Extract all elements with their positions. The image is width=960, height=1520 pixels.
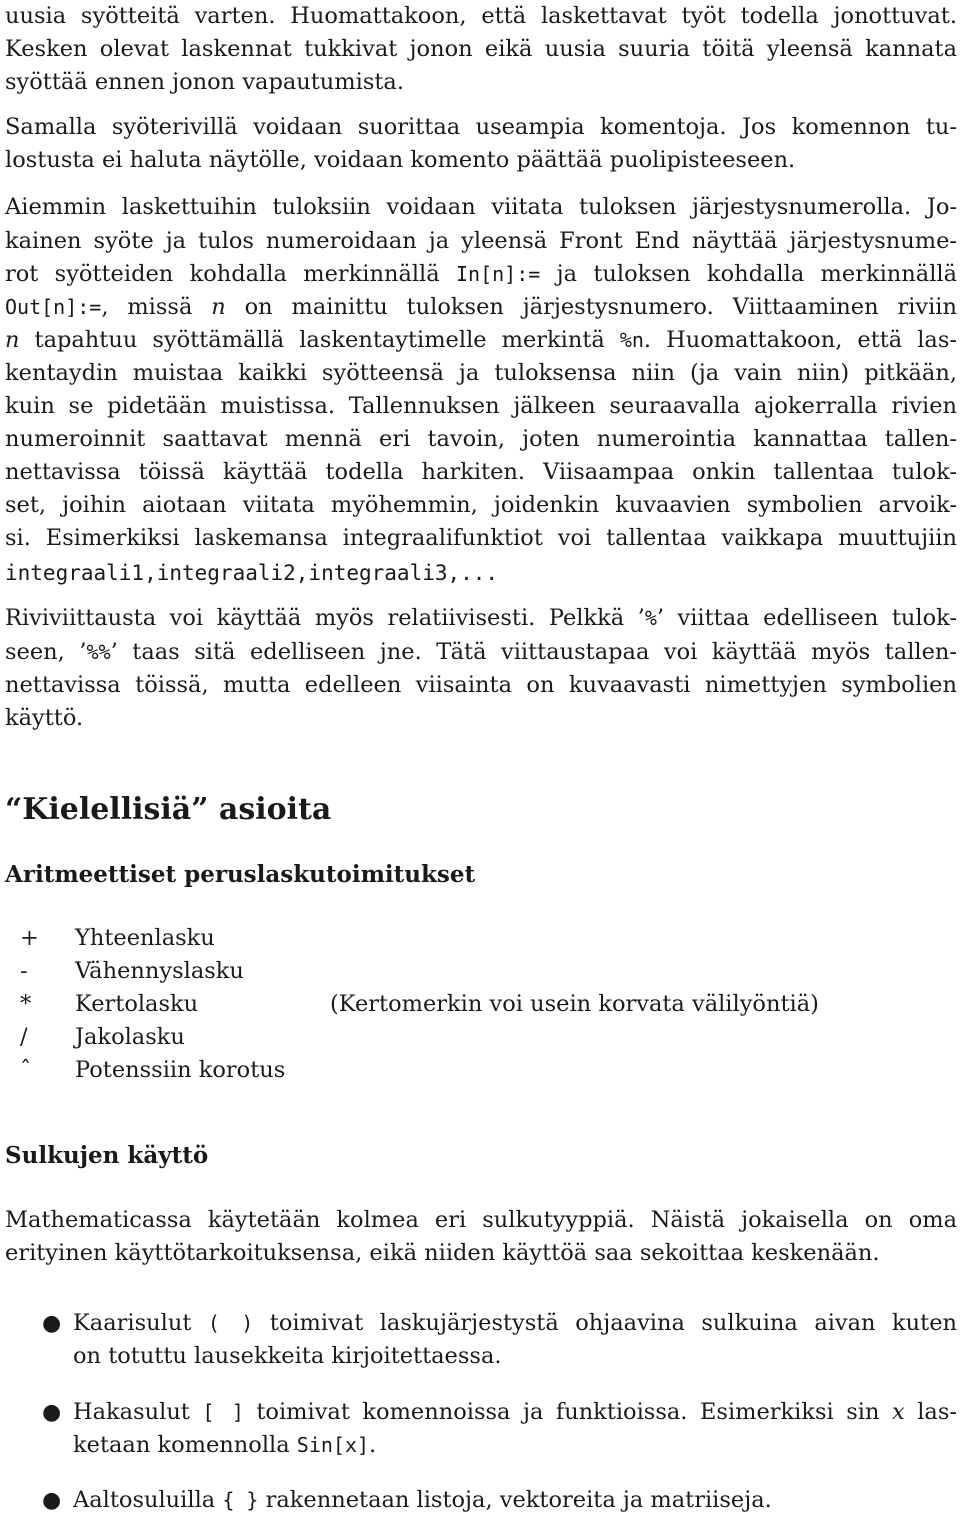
text: Riviviittausta voi käyttää myös relatiivisesti. Pelkkä ’ <box>5 605 645 631</box>
operator-symbol: / <box>20 1024 28 1050</box>
code-brackets: [ ] <box>202 1400 244 1424</box>
operator-symbol: ˆ <box>20 1057 32 1083</box>
paragraph-line <box>5 636 957 669</box>
math-variable: x <box>892 1399 905 1425</box>
bullet-item <box>73 1484 957 1517</box>
paragraph-line: lostusta ei haluta näytölle, voidaan komento päättää puolipisteeseen. <box>5 147 796 173</box>
math-variable: n <box>5 327 20 353</box>
code-sin: Sin[x] <box>296 1433 370 1457</box>
subsection-title: Aritmeettiset peruslaskutoimitukset <box>5 861 476 888</box>
code-double-percent: %% <box>86 640 111 664</box>
operator-row <box>20 922 330 955</box>
text: toimivat komennoissa ja funktioissa. Esimerkiksi sin <box>243 1399 893 1425</box>
text: , missä <box>101 294 212 320</box>
text: on mainittu tuloksen järjestysnumero. Viittaaminen riviin <box>225 294 957 320</box>
paragraph-line: erityinen käyttötarkoituksensa, eikä niiden käyttöä saa sekoittaa keskenään. <box>5 1240 880 1266</box>
text: Kaarisulut <box>73 1310 208 1336</box>
paragraph-line <box>5 602 957 635</box>
text: ’ viittaa edelliseen tulok- <box>656 605 957 631</box>
bullet-line <box>73 1484 957 1517</box>
code-braces: { } <box>222 1488 259 1512</box>
paragraph-line: Aiemmin laskettuihin tuloksiin voidaan viitata tuloksen järjestysnumerolla. Jo- <box>5 194 957 220</box>
paragraph-line: nettavissa töissä käyttää todella harkiten. Viisaampaa onkin tallentaa tulok- <box>5 459 957 485</box>
text: rot syötteiden kohdalla merkinnällä <box>5 261 456 287</box>
operator-name: Vähennyslasku <box>75 958 244 984</box>
paragraph-line: Samalla syöterivillä voidaan suorittaa useampia komentoja. Jos komennon tu- <box>5 114 957 140</box>
paragraph-line <box>5 258 957 291</box>
code-parens: ( ) <box>207 1311 254 1335</box>
text: ketaan komennolla <box>73 1432 297 1458</box>
code-out: Out[n]:= <box>5 295 102 319</box>
paragraph-line: uusia syötteitä varten. Huomattakoon, että laskettavat työt todella jonottuvat. <box>5 3 957 29</box>
paragraph-line: nettavissa töissä, mutta edelleen viisainta on kuvaavasti nimettyjen symbolien <box>5 672 957 698</box>
text: . Huomattakoon, että las- <box>643 327 957 353</box>
text: toimivat laskujärjestystä ohjaavina sulkuina aivan kuten <box>253 1310 957 1336</box>
text: rakennetaan listoja, vektoreita ja matriiseja. <box>258 1487 772 1513</box>
operator-name: Potenssiin korotus <box>75 1057 286 1083</box>
bullet-line <box>73 1396 957 1429</box>
text: . <box>369 1432 377 1458</box>
operator-row <box>20 1054 330 1087</box>
operator-name: Jakolasku <box>75 1024 185 1050</box>
operator-symbol: - <box>20 958 28 984</box>
bullet-line <box>73 1429 957 1462</box>
text: las- <box>904 1399 957 1425</box>
paragraph-line: kuin se pidetään muistissa. Tallennuksen jälkeen seuraavalla ajokerralla rivien <box>5 393 957 419</box>
bullet-item <box>73 1307 957 1373</box>
bullet-icon: ● <box>42 1400 62 1425</box>
code-line: integraali1,integraali2,integraali3,... <box>5 561 499 585</box>
paragraph-line: kentaydin muistaa kaikki syötteensä ja tuloksensa niin (ja vain niin) pitkään, <box>5 360 957 386</box>
text: Aaltosuluilla <box>73 1487 223 1513</box>
operator-name: Yhteenlasku <box>75 925 215 951</box>
paragraph-line <box>5 291 957 324</box>
operator-note: (Kertomerkin voi usein korvata välilyöntiä) <box>330 991 819 1017</box>
paragraph-line: käyttö. <box>5 705 84 731</box>
paragraph-line: set, joihin aiotaan viitata myöhemmin, joidenkin kuvaavien symbolien arvoik- <box>5 492 957 518</box>
operator-row <box>20 955 330 988</box>
code-in: In[n]:= <box>456 262 541 286</box>
paragraph-line: kainen syöte ja tulos numeroidaan ja yleensä Front End näyttää järjestysnume- <box>5 228 957 254</box>
paragraph-line: syöttää ennen jonon vapautumista. <box>5 69 404 95</box>
subsection-title: Sulkujen käyttö <box>5 1142 209 1169</box>
operator-symbol: + <box>20 925 39 951</box>
paragraph-line: Mathematicassa käytetään kolmea eri sulkutyyppiä. Näistä jokaisella on oma <box>5 1207 957 1233</box>
paragraph-line: Kesken olevat laskennat tukkivat jonon eikä uusia suuria töitä yleensä kannata <box>5 36 957 62</box>
paragraph-line <box>5 324 957 357</box>
bullet-icon: ● <box>42 1488 62 1513</box>
text: ja tuloksen kohdalla merkinnällä <box>540 261 957 287</box>
text: tapahtuu syöttämällä laskentaytimelle merkintä <box>19 327 620 353</box>
paragraph-line: numeroinnit saattavat mennä eri tavoin, joten numerointia kannattaa tallen- <box>5 426 957 452</box>
bullet-item <box>73 1396 957 1462</box>
code-percent: % <box>644 606 657 630</box>
text: seen, ’ <box>5 639 87 665</box>
text: ’ taas sitä edelliseen jne. Tätä viittaustapaa voi käyttää myös tallen- <box>110 639 958 665</box>
bullet-line: on totuttu lausekkeita kirjoitettaessa. <box>73 1343 502 1369</box>
bullet-line <box>73 1307 957 1340</box>
bullet-icon: ● <box>42 1311 62 1336</box>
operator-row <box>20 988 819 1021</box>
operator-symbol: * <box>20 991 32 1017</box>
text: Hakasulut <box>73 1399 203 1425</box>
operator-row <box>20 1021 330 1054</box>
operator-name: Kertolasku <box>75 991 199 1017</box>
section-title: “Kielellisiä” asioita <box>5 792 332 827</box>
math-variable: n <box>211 294 226 320</box>
paragraph-line: si. Esimerkiksi laskemansa integraalifunktiot voi tallentaa vaikkapa muuttujiin <box>5 525 957 551</box>
code-percent-n: %n <box>619 328 644 352</box>
